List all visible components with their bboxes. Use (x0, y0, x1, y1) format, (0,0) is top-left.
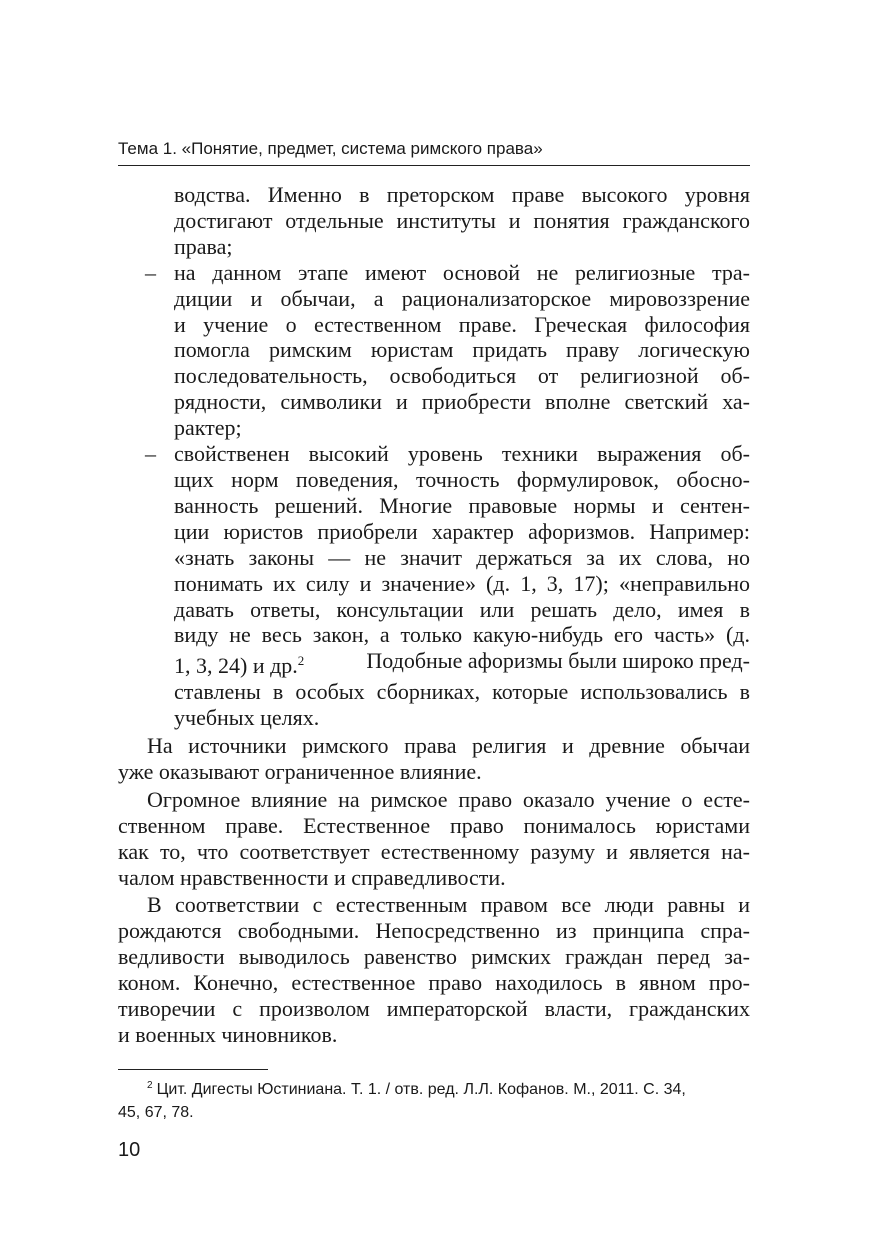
text-line: и учение о естественном праве. Греческая философия (174, 311, 750, 337)
text-line: свойственен высокий уровень техники выражения об- (174, 441, 750, 467)
text-line: диции и обычаи, а рационализаторское мировоззрение (174, 285, 750, 311)
text-line: Огромное влияние на римское право оказало учение о есте- (147, 786, 750, 812)
text-line: ванность решений. Многие правовые нормы и сентен- (174, 492, 750, 518)
text-line: ственном праве. Естественное право понималось юристами (118, 812, 750, 838)
footnote-line: $^2$ Цит. Дигесты Юстиниана. Т. 1. / отв. ред. Л.Л. Кофанов. М., 2011. С. 34, (147, 1080, 686, 1098)
text-line: на данном этапе имеют основой не религиозные тра- (174, 259, 750, 285)
list-item (118, 260, 750, 441)
list-dash: – (145, 441, 156, 467)
text-line: ставлены в особых сборниках, которые использовались в (174, 679, 750, 705)
text-line: ведливости выводилось равенство римских граждан перед за- (118, 944, 750, 970)
footnote-line: 45, 67, 78. (118, 1104, 194, 1121)
text-line: На источники римского права религия и древние обычаи (147, 733, 750, 759)
running-header: Тема 1. «Понятие, предмет, система римского права» (118, 138, 750, 166)
main-text (118, 182, 750, 1048)
text-line: виду не весь закон, а только какую-нибудь его часть» (д. (174, 622, 750, 648)
page-number: 10 (118, 1139, 141, 1161)
text-line: чалом нравственности и справедливости. (118, 864, 506, 890)
text-line: щих норм поведения, точность формулировок, обосно- (174, 466, 750, 492)
text-line: понимать их силу и значение» (д. 1, 3, 17); «неправильно (174, 570, 750, 596)
list-dash: – (145, 259, 156, 285)
text-line: права; (174, 233, 233, 259)
text-fragment: 1, 3, 24) и др.$^2$ (174, 653, 305, 679)
paragraph (118, 892, 750, 1047)
text-line (174, 648, 750, 679)
text-line: тиворечии с произволом императорской власти, гражданских (118, 996, 750, 1022)
text-line: последовательность, освободиться от религиозной об- (174, 363, 750, 389)
text-fragment: Подобные афоризмы были широко пред- (366, 648, 750, 674)
text-line: рядности, символики и приобрести вполне светский ха- (174, 389, 750, 415)
text-line: «знать законы — не значит держаться за их слова, но (174, 544, 750, 570)
text-line: В соответствии с естественным правом все люди равны и (147, 892, 750, 918)
text-line: коном. Конечно, естественное право находилось в явном про- (118, 970, 750, 996)
text-line: как то, что соответствует естественному разуму и является на- (118, 838, 750, 864)
text-line: и военных чиновников. (118, 1022, 338, 1047)
footnote-number: 2 (147, 1080, 153, 1091)
text-line: рактер; (174, 415, 242, 441)
footnote-reference: 2 (297, 653, 305, 669)
text-line: рождаются свободными. Непосредственно из принципа спра- (118, 918, 750, 944)
footnote (118, 1074, 750, 1124)
text-line: уже оказывают ограниченное влияние. (118, 758, 482, 784)
continued-list-item (118, 182, 750, 260)
text-line: достигают отдельные институты и понятия гражданского (174, 207, 750, 233)
paragraph (118, 787, 750, 891)
paragraph (118, 733, 750, 785)
text-line: ции юристов приобрели характер афоризмов. Например: (174, 518, 750, 544)
list-item (118, 441, 750, 731)
text-line: водства. Именно в преторском праве высокого уровня (174, 182, 750, 207)
text-line: учебных целях. (174, 705, 320, 731)
text-line: давать ответы, консультации или решать дело, имея в (174, 596, 750, 622)
text-line: помогла римским юристам придать праву логическую (174, 337, 750, 363)
footnote-divider (118, 1069, 268, 1070)
